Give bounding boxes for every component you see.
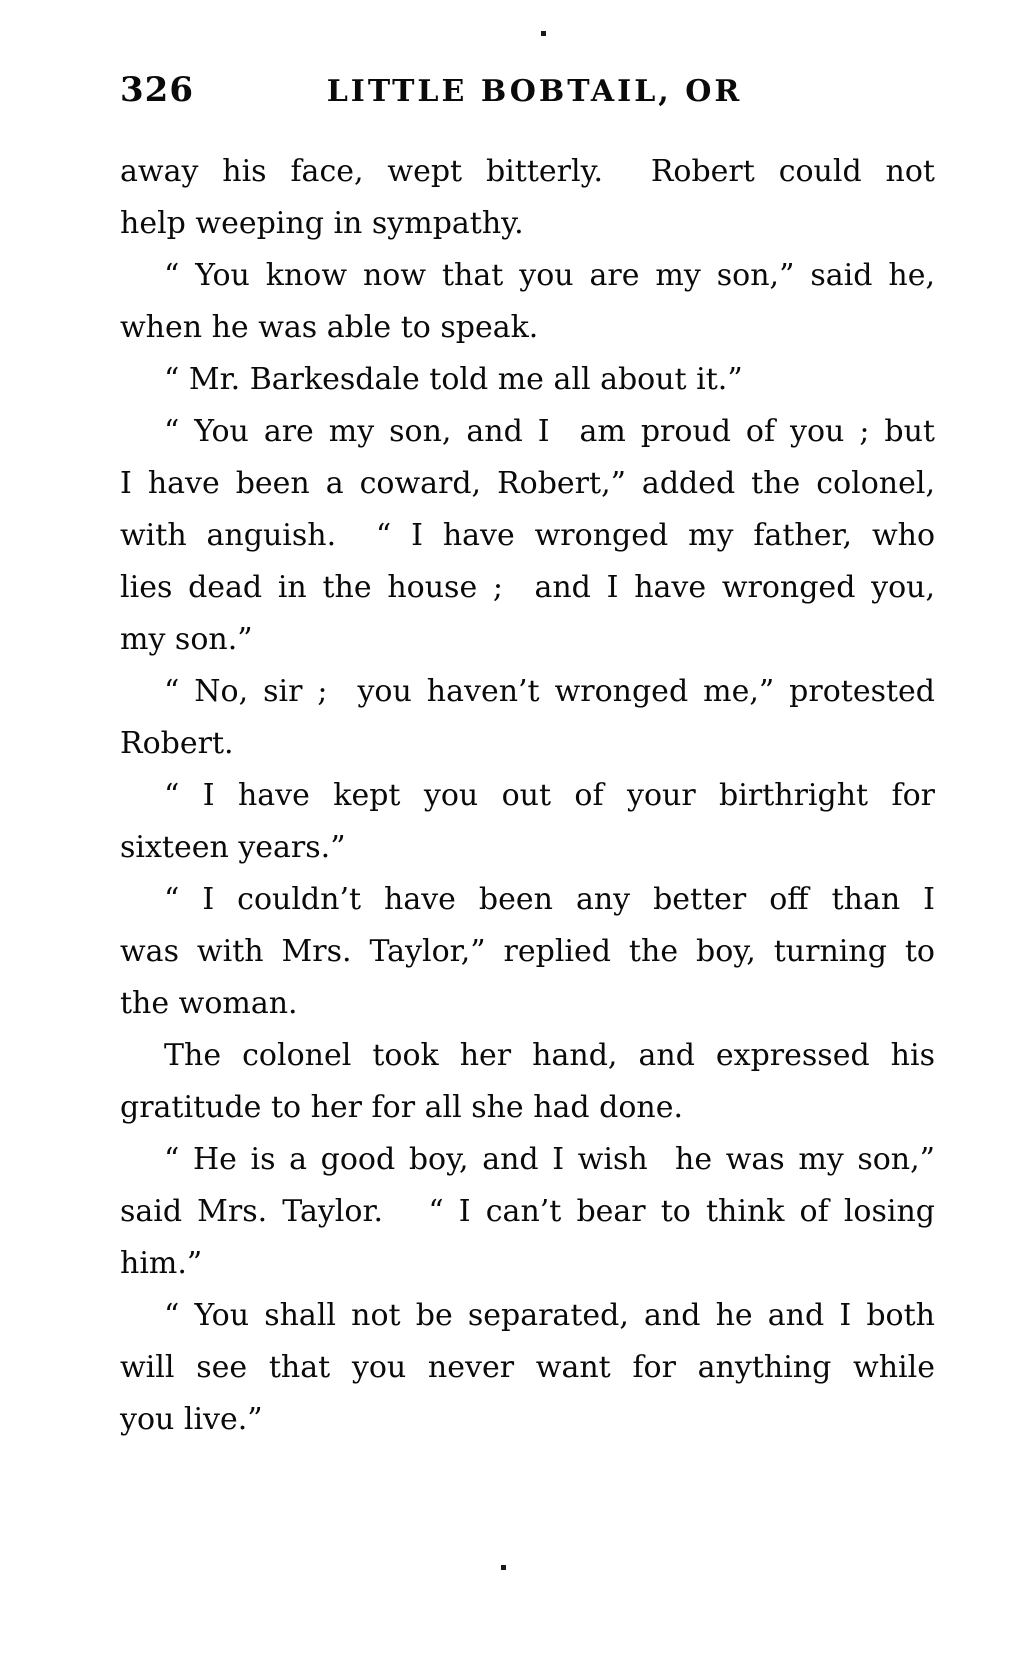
paragraph xyxy=(120,406,935,666)
text-line: the woman. xyxy=(120,986,298,1021)
paragraph xyxy=(120,874,935,1030)
paragraph xyxy=(120,146,935,250)
text-line: The colonel took her hand, and expressed his xyxy=(164,1038,935,1073)
text-line: sixteen years.” xyxy=(120,830,346,865)
page-header xyxy=(120,70,935,110)
paragraph xyxy=(120,1290,935,1446)
page-number: 326 xyxy=(120,70,194,110)
running-title: LITTLE BOBTAIL, OR xyxy=(326,74,743,109)
text-line: “ I couldn’t have been any better off than I xyxy=(164,882,935,917)
paragraph xyxy=(120,354,935,406)
text-line: Robert. xyxy=(120,726,234,761)
text-line: will see that you never want for anything while xyxy=(120,1350,935,1385)
paragraph xyxy=(120,1030,935,1134)
text-block xyxy=(120,146,935,1446)
text-line: “ Mr. Barkesdale told me all about it.” xyxy=(164,362,743,397)
text-line: said Mrs. Taylor. “ I can’t bear to think of losing xyxy=(120,1194,935,1229)
text-line: my son.” xyxy=(120,622,253,657)
text-line: gratitude to her for all she had done. xyxy=(120,1090,684,1125)
text-line: “ You know now that you are my son,” said he, xyxy=(164,258,935,293)
paragraph xyxy=(120,770,935,874)
paragraph xyxy=(120,666,935,770)
scan-speck-top xyxy=(541,31,546,36)
text-line: away his face, wept bitterly. Robert could not xyxy=(120,154,935,189)
scan-speck-bottom xyxy=(501,1565,506,1570)
text-line: “ I have kept you out of your birthright for xyxy=(164,778,935,813)
text-line: you live.” xyxy=(120,1402,263,1437)
text-line: with anguish. “ I have wronged my father, who xyxy=(120,518,935,553)
text-line: him.” xyxy=(120,1246,203,1281)
text-line: when he was able to speak. xyxy=(120,310,539,345)
text-line: help weeping in sympathy. xyxy=(120,206,524,241)
text-line: “ He is a good boy, and I wish he was my son,” xyxy=(164,1142,935,1177)
text-line: was with Mrs. Taylor,” replied the boy, turning to xyxy=(120,934,935,969)
text-line: “ You are my son, and I am proud of you ; but xyxy=(164,414,935,449)
text-line: “ You shall not be separated, and he and I both xyxy=(164,1298,935,1333)
paragraph xyxy=(120,1134,935,1290)
text-line: lies dead in the house ; and I have wronged you, xyxy=(120,570,935,605)
paragraph xyxy=(120,250,935,354)
text-line: “ No, sir ; you haven’t wronged me,” protested xyxy=(164,674,935,709)
text-line: I have been a coward, Robert,” added the colonel, xyxy=(120,466,935,501)
